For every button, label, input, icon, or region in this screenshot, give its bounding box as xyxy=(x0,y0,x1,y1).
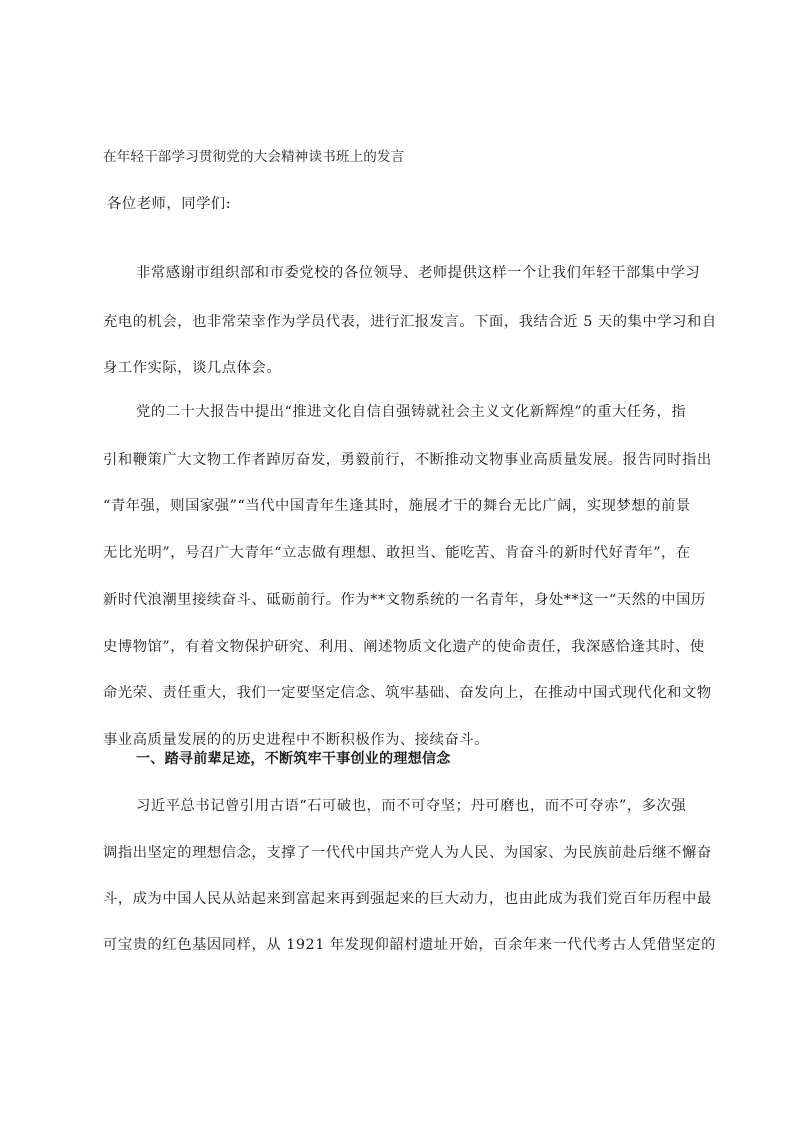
paragraph-line: 史博物馆”，有着文物保护研究、利用、阐述物质文化遗产的使命责任，我深感恰逢其时、使 xyxy=(103,639,705,655)
paragraph-line: 命光荣、责任重大，我们一定要坚定信念、筑牢基础、奋发向上，在推动中国式现代化和文物 xyxy=(103,685,712,701)
paragraph-line: 充电的机会，也非常荣幸作为学员代表，进行汇报发言。下面，我结合近 5 天的集中学习和自 xyxy=(103,314,717,330)
paragraph-line: 引和鞭策广大文物工作者踔厉奋发，勇毅前行，不断推动文物事业高质量发展。报告同时指出 xyxy=(103,452,712,468)
paragraph-line: 调指出坚定的理想信念，支撑了一代代中国共产党人为人民、为国家、为民族前赴后继不懈奋 xyxy=(103,845,712,861)
paragraph-line: 事业高质量发展的的历史进程中不断积极作为、接续奋斗。 xyxy=(103,732,490,748)
greeting: 各位老师，同学们: xyxy=(107,196,232,212)
paragraph-line: 可宝贵的红色基因同样，从 1921 年发现仰韶村遗址开始，百余年来一代代考古人凭借坚定的 xyxy=(103,937,716,953)
paragraph-line: 非常感谢市组织部和市委党校的各位领导、老师提供这样一个让我们年轻干部集中学习 xyxy=(136,265,701,281)
document-title: 在年轻干部学习贯彻党的大会精神读书班上的发言 xyxy=(103,149,405,165)
section-heading: 一、踏寻前辈足迹，不断筑牢干事创业的理想信念 xyxy=(136,751,451,767)
paragraph-line: 党的二十大报告中提出“推进文化自信自强铸就社会主义文化新辉煌”的重大任务，指 xyxy=(136,404,687,420)
paragraph-line: 身工作实际，谈几点体会。 xyxy=(103,360,282,376)
paragraph-line: 斗，成为中国人民从站起来到富起来再到强起来的巨大动力，也由此成为我们党百年历程中最 xyxy=(103,891,712,907)
paragraph-line: 新时代浪潮里接续奋斗、砥砺前行。作为**文物系统的一名青年，身处**这一“天然的中国历 xyxy=(103,592,706,608)
paragraph-line: “青年强，则国家强”“当代中国青年生逢其时，施展才干的舞台无比广阔，实现梦想的前景 xyxy=(103,498,691,514)
paragraph-line: 无比光明”，号召广大青年“立志做有理想、敢担当、能吃苦、肯奋斗的新时代好青年”，在 xyxy=(103,545,691,561)
paragraph-line: 习近平总书记曾引用古语“石可破也，而不可夺坚；丹可磨也，而不可夺赤”，多次强 xyxy=(136,798,687,814)
